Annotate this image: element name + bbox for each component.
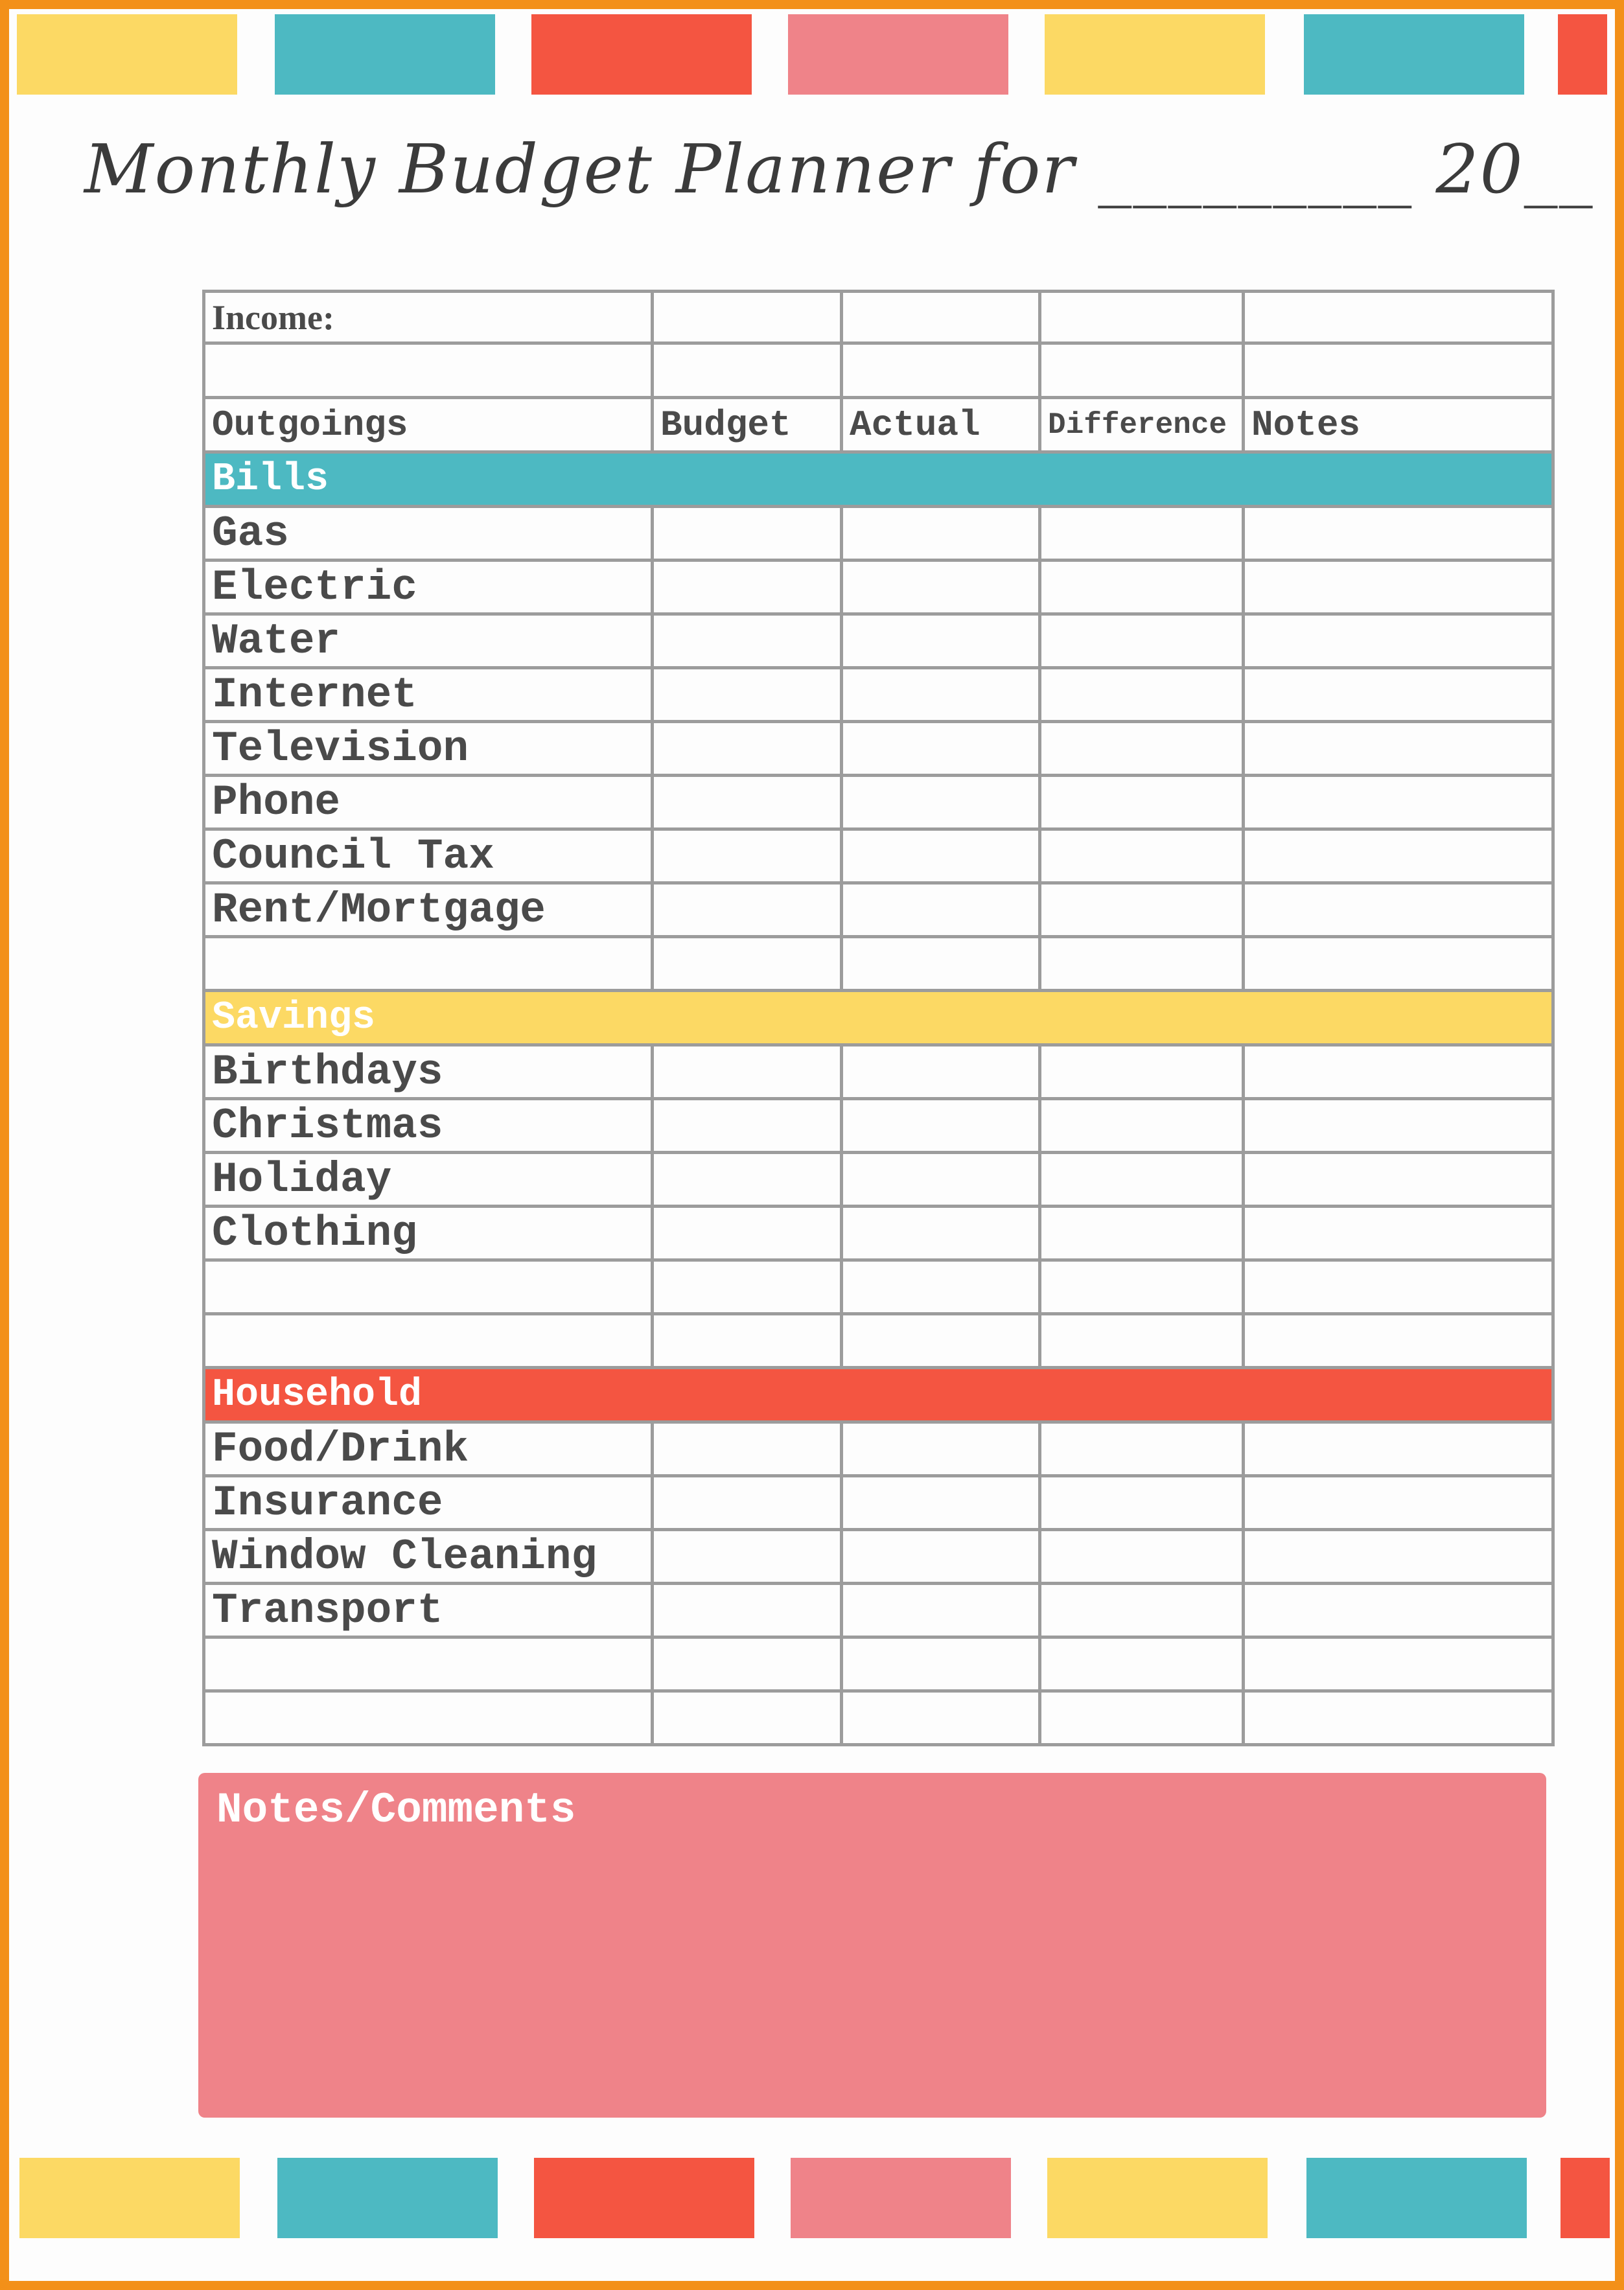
income-cell[interactable] <box>1244 343 1553 398</box>
row-label: Television <box>204 722 653 776</box>
table-row <box>204 614 1553 668</box>
entry-cell[interactable] <box>653 1476 842 1530</box>
row-label: Transport <box>204 1584 653 1637</box>
color-block <box>277 2158 498 2238</box>
row-label: Rent/Mortgage <box>204 883 653 937</box>
notes-comments-box[interactable] <box>198 1773 1546 2118</box>
entry-cell[interactable] <box>653 614 842 668</box>
color-block <box>17 14 237 95</box>
table-row <box>204 1584 1553 1637</box>
entry-cell[interactable] <box>653 829 842 883</box>
income-cell[interactable] <box>1244 292 1553 343</box>
entry-cell[interactable] <box>653 1207 842 1260</box>
table-row <box>204 883 1553 937</box>
entry-cell[interactable] <box>1244 561 1553 614</box>
entry-cell[interactable] <box>1040 776 1244 829</box>
entry-cell[interactable] <box>842 776 1040 829</box>
entry-cell[interactable] <box>1244 1099 1553 1153</box>
entry-cell[interactable] <box>653 722 842 776</box>
income-cell[interactable] <box>842 292 1040 343</box>
entry-cell[interactable] <box>1244 614 1553 668</box>
entry-cell[interactable] <box>842 561 1040 614</box>
color-block <box>1558 14 1607 95</box>
row-label: Clothing <box>204 1207 653 1260</box>
entry-cell[interactable] <box>653 1691 842 1745</box>
column-header-outgoings: Outgoings <box>204 398 653 452</box>
entry-cell[interactable] <box>653 1637 842 1691</box>
entry-cell[interactable] <box>1040 1422 1244 1476</box>
entry-cell[interactable] <box>653 937 842 991</box>
entry-cell[interactable] <box>842 1422 1040 1476</box>
entry-cell[interactable] <box>653 883 842 937</box>
table-row <box>204 1099 1553 1153</box>
row-label: Holiday <box>204 1153 653 1207</box>
entry-cell[interactable] <box>1040 507 1244 561</box>
entry-cell[interactable] <box>1040 668 1244 722</box>
table-row <box>204 722 1553 776</box>
entry-cell[interactable] <box>1040 1099 1244 1153</box>
income-cell[interactable] <box>653 292 842 343</box>
entry-cell[interactable] <box>653 1422 842 1476</box>
entry-cell[interactable] <box>1040 829 1244 883</box>
entry-cell[interactable] <box>842 1476 1040 1530</box>
color-block <box>791 2158 1011 2238</box>
entry-cell[interactable] <box>842 722 1040 776</box>
entry-cell[interactable] <box>1244 722 1553 776</box>
row-label: Electric <box>204 561 653 614</box>
income-cell[interactable] <box>1040 292 1244 343</box>
entry-cell[interactable] <box>1244 1422 1553 1476</box>
entry-cell[interactable] <box>1040 937 1244 991</box>
entry-cell[interactable] <box>842 1045 1040 1099</box>
entry-cell[interactable] <box>842 668 1040 722</box>
entry-cell[interactable] <box>653 507 842 561</box>
section-title-household: Household <box>204 1368 1553 1422</box>
entry-cell[interactable] <box>1244 776 1553 829</box>
section-header-household <box>204 1368 1553 1422</box>
entry-cell[interactable] <box>842 1314 1040 1368</box>
section-title-bills: Bills <box>204 452 1553 507</box>
entry-cell[interactable] <box>653 1584 842 1637</box>
color-block <box>531 14 752 95</box>
entry-cell[interactable] <box>842 1530 1040 1584</box>
entry-cell[interactable] <box>1040 1530 1244 1584</box>
blank-row <box>204 937 1553 991</box>
entry-cell[interactable] <box>842 1260 1040 1314</box>
entry-cell[interactable] <box>1040 1584 1244 1637</box>
table-row <box>204 507 1553 561</box>
entry-cell[interactable] <box>1040 561 1244 614</box>
table-row <box>204 1153 1553 1207</box>
row-label: Phone <box>204 776 653 829</box>
entry-cell[interactable] <box>1040 1637 1244 1691</box>
entry-cell[interactable] <box>842 883 1040 937</box>
row-label: Water <box>204 614 653 668</box>
entry-cell[interactable] <box>653 1099 842 1153</box>
entry-cell[interactable] <box>653 1314 842 1368</box>
entry-cell[interactable] <box>1040 722 1244 776</box>
color-block <box>275 14 495 95</box>
section-header-bills <box>204 452 1553 507</box>
entry-cell[interactable] <box>1244 1584 1553 1637</box>
entry-cell[interactable] <box>1244 1637 1553 1691</box>
entry-cell[interactable] <box>842 1153 1040 1207</box>
color-block <box>19 2158 240 2238</box>
income-label: Income: <box>204 292 653 343</box>
column-header-budget: Budget <box>653 398 842 452</box>
income-cell[interactable] <box>842 343 1040 398</box>
entry-cell[interactable] <box>1244 883 1553 937</box>
entry-cell[interactable] <box>842 507 1040 561</box>
column-header-actual: Actual <box>842 398 1040 452</box>
entry-cell[interactable] <box>1244 1476 1553 1530</box>
row-label: Insurance <box>204 1476 653 1530</box>
income-cell[interactable] <box>1040 343 1244 398</box>
entry-cell[interactable] <box>1040 1476 1244 1530</box>
entry-cell[interactable] <box>1244 1153 1553 1207</box>
entry-cell[interactable] <box>1244 507 1553 561</box>
row-label: Council Tax <box>204 829 653 883</box>
entry-cell[interactable] <box>653 1260 842 1314</box>
entry-cell[interactable] <box>204 1314 653 1368</box>
entry-cell[interactable] <box>1244 1691 1553 1745</box>
blank-row <box>204 1314 1553 1368</box>
entry-cell[interactable] <box>1244 1207 1553 1260</box>
blank-row <box>204 1691 1553 1745</box>
row-label: Window Cleaning <box>204 1530 653 1584</box>
entry-cell[interactable] <box>204 1637 653 1691</box>
notes-comments-title: Notes/Comments <box>216 1786 576 1834</box>
section-header-savings <box>204 991 1553 1045</box>
table-row <box>204 1530 1553 1584</box>
color-block <box>1047 2158 1268 2238</box>
entry-cell[interactable] <box>1040 883 1244 937</box>
entry-cell[interactable] <box>204 1691 653 1745</box>
entry-cell[interactable] <box>653 1530 842 1584</box>
entry-cell[interactable] <box>1040 1153 1244 1207</box>
blank-row <box>204 1637 1553 1691</box>
page-title: Monthly Budget Planner for _________ 20__ <box>84 130 1594 209</box>
color-block <box>788 14 1008 95</box>
entry-cell[interactable] <box>842 1584 1040 1637</box>
entry-cell[interactable] <box>842 829 1040 883</box>
column-header-notes: Notes <box>1244 398 1553 452</box>
entry-cell[interactable] <box>653 1153 842 1207</box>
entry-cell[interactable] <box>1244 1045 1553 1099</box>
entry-cell[interactable] <box>842 1637 1040 1691</box>
entry-cell[interactable] <box>204 937 653 991</box>
entry-cell[interactable] <box>1040 614 1244 668</box>
color-block <box>1045 14 1265 95</box>
entry-cell[interactable] <box>1244 937 1553 991</box>
entry-cell[interactable] <box>842 614 1040 668</box>
table-row <box>204 1422 1553 1476</box>
table-row <box>204 829 1553 883</box>
row-label: Birthdays <box>204 1045 653 1099</box>
row-label: Gas <box>204 507 653 561</box>
entry-cell[interactable] <box>653 668 842 722</box>
entry-cell[interactable] <box>1244 1260 1553 1314</box>
entry-cell[interactable] <box>842 1099 1040 1153</box>
entry-cell[interactable] <box>653 776 842 829</box>
income-cell[interactable] <box>653 343 842 398</box>
column-header-difference: Difference <box>1040 398 1244 452</box>
row-label: Internet <box>204 668 653 722</box>
income-cell[interactable] <box>204 343 653 398</box>
entry-cell[interactable] <box>653 1045 842 1099</box>
entry-cell[interactable] <box>1040 1691 1244 1745</box>
entry-cell[interactable] <box>1244 668 1553 722</box>
table-row <box>204 1045 1553 1099</box>
color-block <box>1304 14 1524 95</box>
blank-row <box>204 1260 1553 1314</box>
column-header-row <box>204 398 1553 452</box>
color-block <box>534 2158 754 2238</box>
row-label: Food/Drink <box>204 1422 653 1476</box>
entry-cell[interactable] <box>842 937 1040 991</box>
top-color-strip <box>0 14 1624 95</box>
budget-table <box>202 290 1555 1746</box>
table-row <box>204 1207 1553 1260</box>
table-row <box>204 1476 1553 1530</box>
table-row <box>204 668 1553 722</box>
entry-cell[interactable] <box>204 1260 653 1314</box>
entry-cell[interactable] <box>842 1691 1040 1745</box>
table-row <box>204 776 1553 829</box>
entry-cell[interactable] <box>842 1207 1040 1260</box>
section-title-savings: Savings <box>204 991 1553 1045</box>
entry-cell[interactable] <box>653 561 842 614</box>
bottom-color-strip <box>0 2158 1624 2238</box>
entry-cell[interactable] <box>1244 1530 1553 1584</box>
entry-cell[interactable] <box>1244 1314 1553 1368</box>
entry-cell[interactable] <box>1040 1314 1244 1368</box>
entry-cell[interactable] <box>1040 1045 1244 1099</box>
entry-cell[interactable] <box>1040 1207 1244 1260</box>
color-block <box>1306 2158 1527 2238</box>
entry-cell[interactable] <box>1040 1260 1244 1314</box>
color-block <box>1560 2158 1610 2238</box>
row-label: Christmas <box>204 1099 653 1153</box>
table-row <box>204 561 1553 614</box>
entry-cell[interactable] <box>1244 829 1553 883</box>
